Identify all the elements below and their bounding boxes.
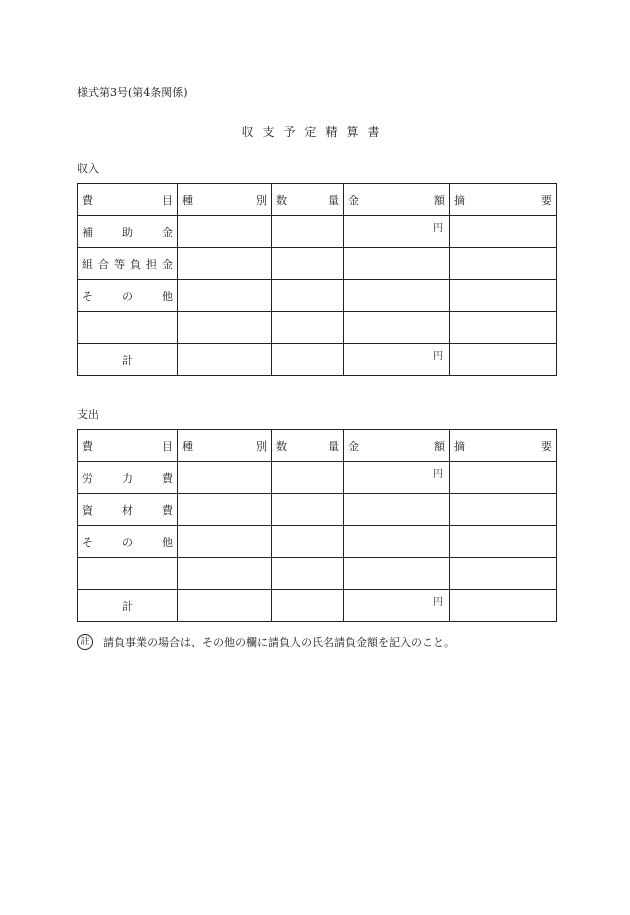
cell-amount[interactable] xyxy=(344,494,450,526)
expense-table xyxy=(77,429,557,622)
row-label[interactable] xyxy=(78,558,178,590)
yen-unit: 円 xyxy=(433,469,443,480)
cell-type[interactable] xyxy=(178,590,272,622)
cell-quantity[interactable] xyxy=(272,344,344,376)
header-amount: 金 額 xyxy=(344,430,450,462)
cell-type[interactable] xyxy=(178,344,272,376)
cell-amount[interactable] xyxy=(344,344,450,376)
header-remarks: 摘 要 xyxy=(450,184,557,216)
expense-row-labor xyxy=(78,462,557,494)
cell-remarks[interactable] xyxy=(450,216,557,248)
expense-row-other xyxy=(78,526,557,558)
footnote xyxy=(77,634,455,650)
row-label: 補助金 xyxy=(78,216,178,248)
cell-quantity[interactable] xyxy=(272,280,344,312)
document-title: 収支予定精算書 xyxy=(241,125,389,139)
cell-quantity[interactable] xyxy=(272,462,344,494)
header-item: 費 目 xyxy=(78,430,178,462)
cell-quantity[interactable] xyxy=(272,312,344,344)
row-label: 資材費 xyxy=(78,494,178,526)
cell-amount[interactable] xyxy=(344,248,450,280)
header-item: 費 目 xyxy=(78,184,178,216)
yen-unit: 円 xyxy=(433,223,443,234)
expense-row-blank xyxy=(78,558,557,590)
cell-remarks[interactable] xyxy=(450,462,557,494)
cell-type[interactable] xyxy=(178,462,272,494)
row-label[interactable] xyxy=(78,312,178,344)
cell-remarks[interactable] xyxy=(450,590,557,622)
cell-type[interactable] xyxy=(178,312,272,344)
income-row-subsidy xyxy=(78,216,557,248)
expense-header-row xyxy=(78,430,557,462)
income-table xyxy=(77,183,557,376)
cell-type[interactable] xyxy=(178,280,272,312)
footnote-text: 請負事業の場合は、その他の欄に請負人の氏名請負金額を記入のこと。 xyxy=(103,636,455,649)
total-label: 計 xyxy=(78,590,178,622)
expense-row-total xyxy=(78,590,557,622)
income-section-label: 収入 xyxy=(77,162,99,175)
cell-type[interactable] xyxy=(178,248,272,280)
income-row-blank xyxy=(78,312,557,344)
cell-amount[interactable] xyxy=(344,462,450,494)
form-number: 様式第3号(第4条関係) xyxy=(77,86,188,99)
cell-quantity[interactable] xyxy=(272,558,344,590)
cell-amount[interactable] xyxy=(344,526,450,558)
income-row-other xyxy=(78,280,557,312)
cell-amount[interactable] xyxy=(344,558,450,590)
cell-quantity[interactable] xyxy=(272,216,344,248)
cell-type[interactable] xyxy=(178,216,272,248)
header-type: 種 別 xyxy=(178,430,272,462)
header-type: 種 別 xyxy=(178,184,272,216)
yen-unit: 円 xyxy=(433,597,443,608)
row-label: 組合等負担金 xyxy=(78,248,178,280)
income-row-association-share xyxy=(78,248,557,280)
row-label: その他 xyxy=(78,526,178,558)
header-quantity: 数 量 xyxy=(272,184,344,216)
income-header-row xyxy=(78,184,557,216)
cell-amount[interactable] xyxy=(344,590,450,622)
row-label: 労力費 xyxy=(78,462,178,494)
income-row-total xyxy=(78,344,557,376)
total-label: 計 xyxy=(78,344,178,376)
cell-amount[interactable] xyxy=(344,312,450,344)
expense-section-label: 支出 xyxy=(77,408,99,421)
cell-remarks[interactable] xyxy=(450,494,557,526)
cell-remarks[interactable] xyxy=(450,312,557,344)
cell-remarks[interactable] xyxy=(450,280,557,312)
cell-quantity[interactable] xyxy=(272,248,344,280)
expense-row-materials xyxy=(78,494,557,526)
cell-type[interactable] xyxy=(178,558,272,590)
cell-remarks[interactable] xyxy=(450,526,557,558)
cell-quantity[interactable] xyxy=(272,494,344,526)
cell-amount[interactable] xyxy=(344,216,450,248)
cell-amount[interactable] xyxy=(344,280,450,312)
cell-type[interactable] xyxy=(178,526,272,558)
yen-unit: 円 xyxy=(433,351,443,362)
cell-quantity[interactable] xyxy=(272,590,344,622)
cell-type[interactable] xyxy=(178,494,272,526)
cell-remarks[interactable] xyxy=(450,248,557,280)
note-mark-icon: 註 xyxy=(77,634,93,650)
header-quantity: 数 量 xyxy=(272,430,344,462)
cell-quantity[interactable] xyxy=(272,526,344,558)
cell-remarks[interactable] xyxy=(450,344,557,376)
header-remarks: 摘 要 xyxy=(450,430,557,462)
cell-remarks[interactable] xyxy=(450,558,557,590)
row-label: その他 xyxy=(78,280,178,312)
header-amount: 金 額 xyxy=(344,184,450,216)
